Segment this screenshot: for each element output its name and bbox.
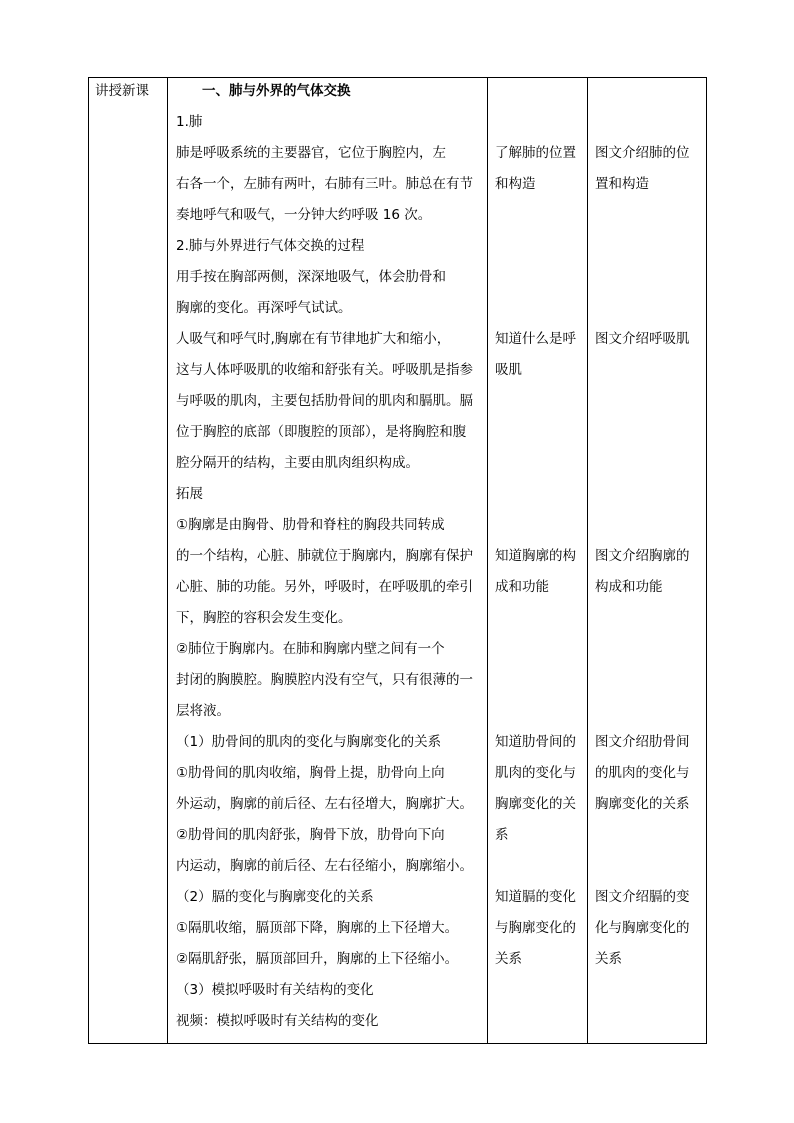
lesson-text-line: 肺是呼吸系统的主要器官，它位于胸腔内，左 <box>176 145 446 161</box>
method-line: 图文介绍肺的位 <box>595 145 690 161</box>
lesson-heading-cell <box>176 76 484 107</box>
objective-line: 知道什么是呼 <box>495 331 576 347</box>
teaching-method <box>595 324 705 355</box>
objective-line: 知道胸廓的构 <box>495 548 576 564</box>
lesson-text-line: 这与人体呼吸肌的收缩和舒张有关。呼吸肌是指参 <box>176 362 473 378</box>
lesson-text-line: 右各一个，左肺有两叶，右肺有三叶。肺总在有节 <box>176 176 473 192</box>
lesson-block-text <box>176 510 486 727</box>
lesson-block-text <box>176 324 486 510</box>
lesson-text-line: 胸廓的变化。再深呼气试试。 <box>176 300 352 316</box>
teaching-method <box>595 541 705 603</box>
lesson-heading: 一、肺与外界的气体交换 <box>202 83 351 99</box>
teaching-method <box>595 727 705 820</box>
learning-objective <box>495 882 587 975</box>
table-column-divider-2 <box>487 77 488 1044</box>
objective-line: 系 <box>495 827 509 843</box>
learning-objective <box>495 324 587 386</box>
lesson-text-line: 心脏、肺的功能。另外，呼吸时，在呼吸肌的牵引 <box>176 579 473 595</box>
lesson-text-line: 视频：模拟呼吸时有关结构的变化 <box>176 1013 379 1029</box>
lesson-block-text <box>176 882 486 1037</box>
section-label-cell <box>95 76 165 107</box>
table-column-divider-1 <box>167 77 168 1044</box>
objective-line: 了解肺的位置 <box>495 145 576 161</box>
objective-line: 与胸廓变化的 <box>495 920 576 936</box>
lesson-text-line: （3）模拟呼吸时有关结构的变化 <box>176 982 374 998</box>
method-line: 关系 <box>595 951 622 967</box>
objective-line: 和构造 <box>495 176 536 192</box>
method-line: 的肌肉的变化与 <box>595 765 690 781</box>
lesson-text-line: （2）膈的变化与胸廓变化的关系 <box>176 889 374 905</box>
lesson-text-line: ①胸廓是由胸骨、肋骨和脊柱的胸段共同转成 <box>176 517 445 533</box>
table-column-divider-3 <box>587 77 588 1044</box>
lesson-text-line: 1.肺 <box>176 114 203 130</box>
objective-line: 吸肌 <box>495 362 522 378</box>
method-line: 图文介绍膈的变 <box>595 889 690 905</box>
section-label: 讲授新课 <box>95 83 149 99</box>
lesson-text-line: ①肋骨间的肌肉收缩，胸骨上提，肋骨向上向 <box>176 765 445 781</box>
lesson-text-line: 用手按在胸部两侧，深深地吸气，体会肋骨和 <box>176 269 446 285</box>
method-line: 胸廓变化的关系 <box>595 796 690 812</box>
lesson-text-line: 下，胸腔的容积会发生变化。 <box>176 610 352 626</box>
objective-line: 关系 <box>495 951 522 967</box>
lesson-text-line: 外运动，胸廓的前后径、左右径增大，胸廓扩大。 <box>176 796 473 812</box>
lesson-text-line: 人吸气和呼气时,胸廓在有节律地扩大和缩小， <box>176 331 451 347</box>
table-border-left <box>88 77 89 1044</box>
teaching-method <box>595 882 705 975</box>
lesson-block-text <box>176 231 486 324</box>
method-line: 构成和功能 <box>595 579 663 595</box>
lesson-text-line: 位于胸腔的底部（即腹腔的顶部），是将胸腔和腹 <box>176 424 467 440</box>
lesson-block-text <box>176 107 486 231</box>
teaching-method <box>595 138 705 200</box>
method-line: 图文介绍胸廓的 <box>595 548 690 564</box>
lesson-text-line: 奏地呼气和吸气，一分钟大约呼吸 16 次。 <box>176 207 432 223</box>
lesson-text-line: ①隔肌收缩，膈顶部下降，胸廓的上下径增大。 <box>176 920 459 936</box>
objective-line: 知道膈的变化 <box>495 889 576 905</box>
lesson-text-line: 的一个结构，心脏、肺就位于胸廓内，胸廓有保护 <box>176 548 473 564</box>
objective-line: 胸廓变化的关 <box>495 796 576 812</box>
lesson-text-line: ②肋骨间的肌肉舒张，胸骨下放，肋骨向下向 <box>176 827 445 843</box>
learning-objective <box>495 727 587 851</box>
lesson-text-line: 封闭的胸膜腔。胸膜腔内没有空气，只有很薄的一 <box>176 672 473 688</box>
table-border-right <box>706 77 707 1044</box>
lesson-text-line: 2.肺与外界进行气体交换的过程 <box>176 238 365 254</box>
lesson-text-line: ②隔肌舒张，膈顶部回升，胸廓的上下径缩小。 <box>176 951 459 967</box>
method-line: 图文介绍肋骨间 <box>595 734 690 750</box>
lesson-text-line: 层将液。 <box>176 703 230 719</box>
objective-line: 肌肉的变化与 <box>495 765 576 781</box>
method-line: 置和构造 <box>595 176 649 192</box>
lesson-text-line: 拓展 <box>176 486 203 502</box>
lesson-text-line: 与呼吸的肌肉，主要包括肋骨间的肌肉和膈肌。膈 <box>176 393 473 409</box>
method-line: 图文介绍呼吸肌 <box>595 331 690 347</box>
lesson-block-text <box>176 727 486 882</box>
lesson-text-line: 腔分隔开的结构，主要由肌肉组织构成。 <box>176 455 419 471</box>
table-border-bottom <box>88 1043 707 1044</box>
method-line: 化与胸廓变化的 <box>595 920 690 936</box>
objective-line: 知道肋骨间的 <box>495 734 576 750</box>
objective-line: 成和功能 <box>495 579 549 595</box>
lesson-text-line: ②肺位于胸廓内。在肺和胸廓内壁之间有一个 <box>176 641 445 657</box>
lesson-text-line: （1）肋骨间的肌肉的变化与胸廓变化的关系 <box>176 734 442 750</box>
lesson-text-line: 内运动，胸廓的前后径、左右径缩小，胸廓缩小。 <box>176 858 473 874</box>
learning-objective <box>495 138 587 200</box>
learning-objective <box>495 541 587 603</box>
